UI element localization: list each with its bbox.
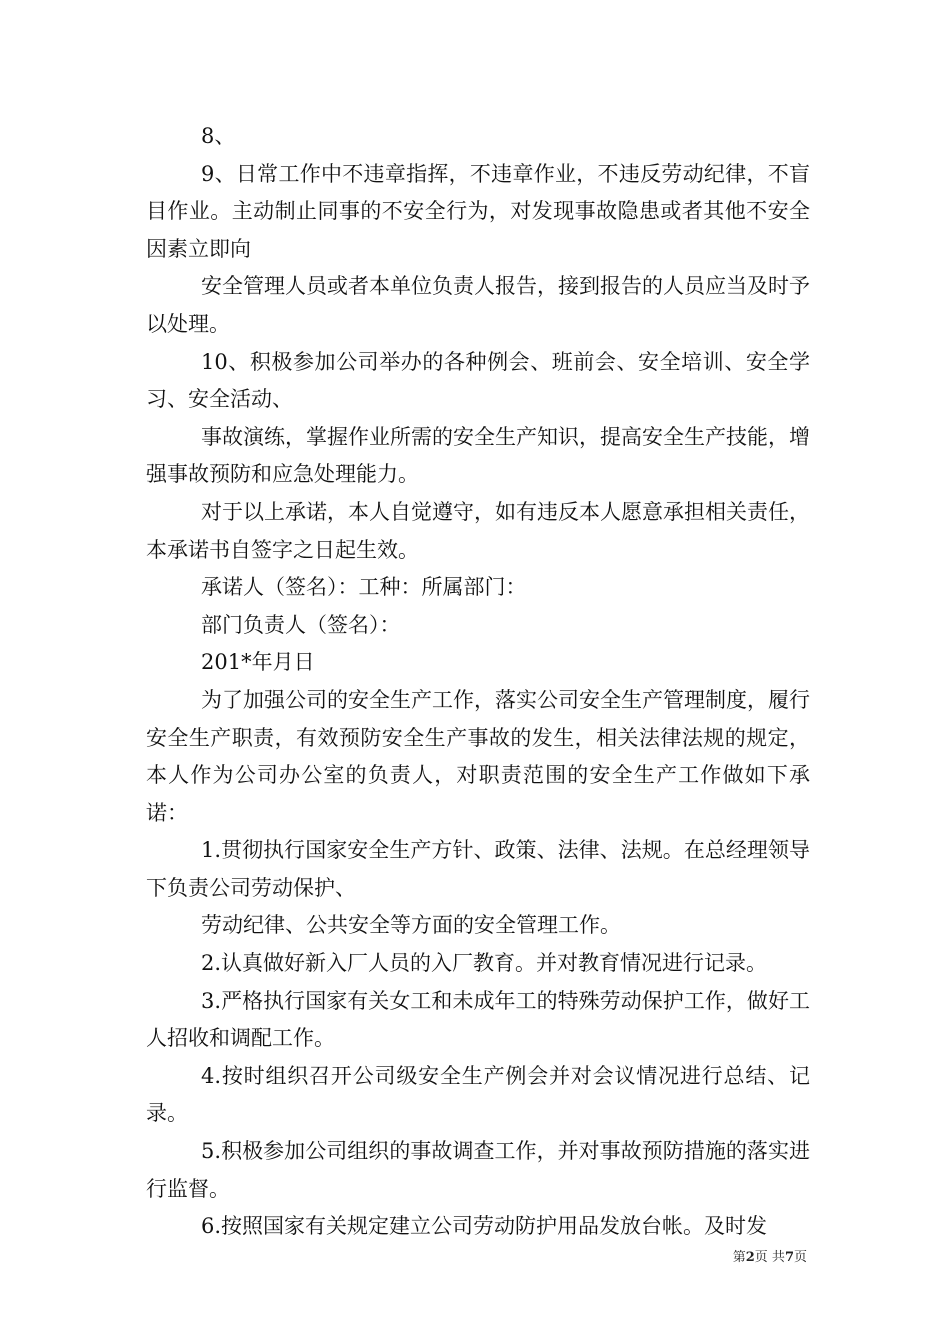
paragraph-duty-1-continued: 劳动纪律、公共安全等方面的安全管理工作。 [201,913,621,938]
footer-middle: 页 共 [754,1250,785,1265]
page-number-footer [733,1246,807,1265]
paragraph-duty-1: 1.贯彻执行国家安全生产方针、政策、法律、法规。在总经理领导下负责公司劳动保护、 [146,838,810,900]
paragraph-duty-2: 2.认真做好新入厂人员的入厂教育。并对教育情况进行记录。 [201,951,768,976]
paragraph-duty-3: 3.严格执行国家有关女工和未成年工的特殊劳动保护工作，做好工人招收和调配工作。 [146,988,810,1051]
paragraph-item-10-continued: 事故演练，掌握作业所需的安全生产知识，提高安全生产技能，增强事故预防和应急处理能力。 [146,424,810,487]
paragraph-item-9: 9、日常工作中不违章指挥，不违章作业，不违反劳动纪律，不盲目作业。主动制止同事的不安全行为，对发现事故隐患或者其他不安全因素立即向 [146,161,810,261]
paragraph-duty-5: 5.积极参加公司组织的事故调查工作，并对事故预防措施的落实进行监督。 [146,1139,810,1201]
document-body [146,118,810,1246]
signature-line-pledger: 承诺人（签名）：工种：所属部门： [201,575,527,600]
footer-total-pages: 7 [784,1250,794,1265]
paragraph-duty-4: 4.按时组织召开公司级安全生产例会并对会议情况进行总结、记录。 [146,1063,810,1126]
footer-prefix: 第 [732,1250,746,1265]
footer-current-page: 2 [745,1250,755,1265]
paragraph-pledge-statement: 对于以上承诺，本人自觉遵守，如有违反本人愿意承担相关责任，本承诺书自签字之日起生效。 [146,499,810,562]
paragraph-intro: 为了加强公司的安全生产工作，落实公司安全生产管理制度，履行安全生产职责，有效预防安全生产事故的发生，相关法律法规的规定，本人作为公司办公室的负责人，对职责范围的安全生产工作做如下承诺： [146,687,810,825]
paragraph-duty-6: 6.按照国家有关规定建立公司劳动防护用品发放台帐。及时发 [201,1214,768,1239]
date-line: 201*年月日 [201,650,315,675]
paragraph-item-8: 8、 [201,124,236,148]
paragraph-item-9-continued: 安全管理人员或者本单位负责人报告，接到报告的人员应当及时予以处理。 [146,274,810,336]
paragraph-item-10: 10、积极参加公司举办的各种例会、班前会、安全培训、安全学习、安全活动、 [146,349,810,412]
signature-line-department-head: 部门负责人（签名）： [201,612,401,637]
footer-suffix: 页 [793,1250,807,1265]
